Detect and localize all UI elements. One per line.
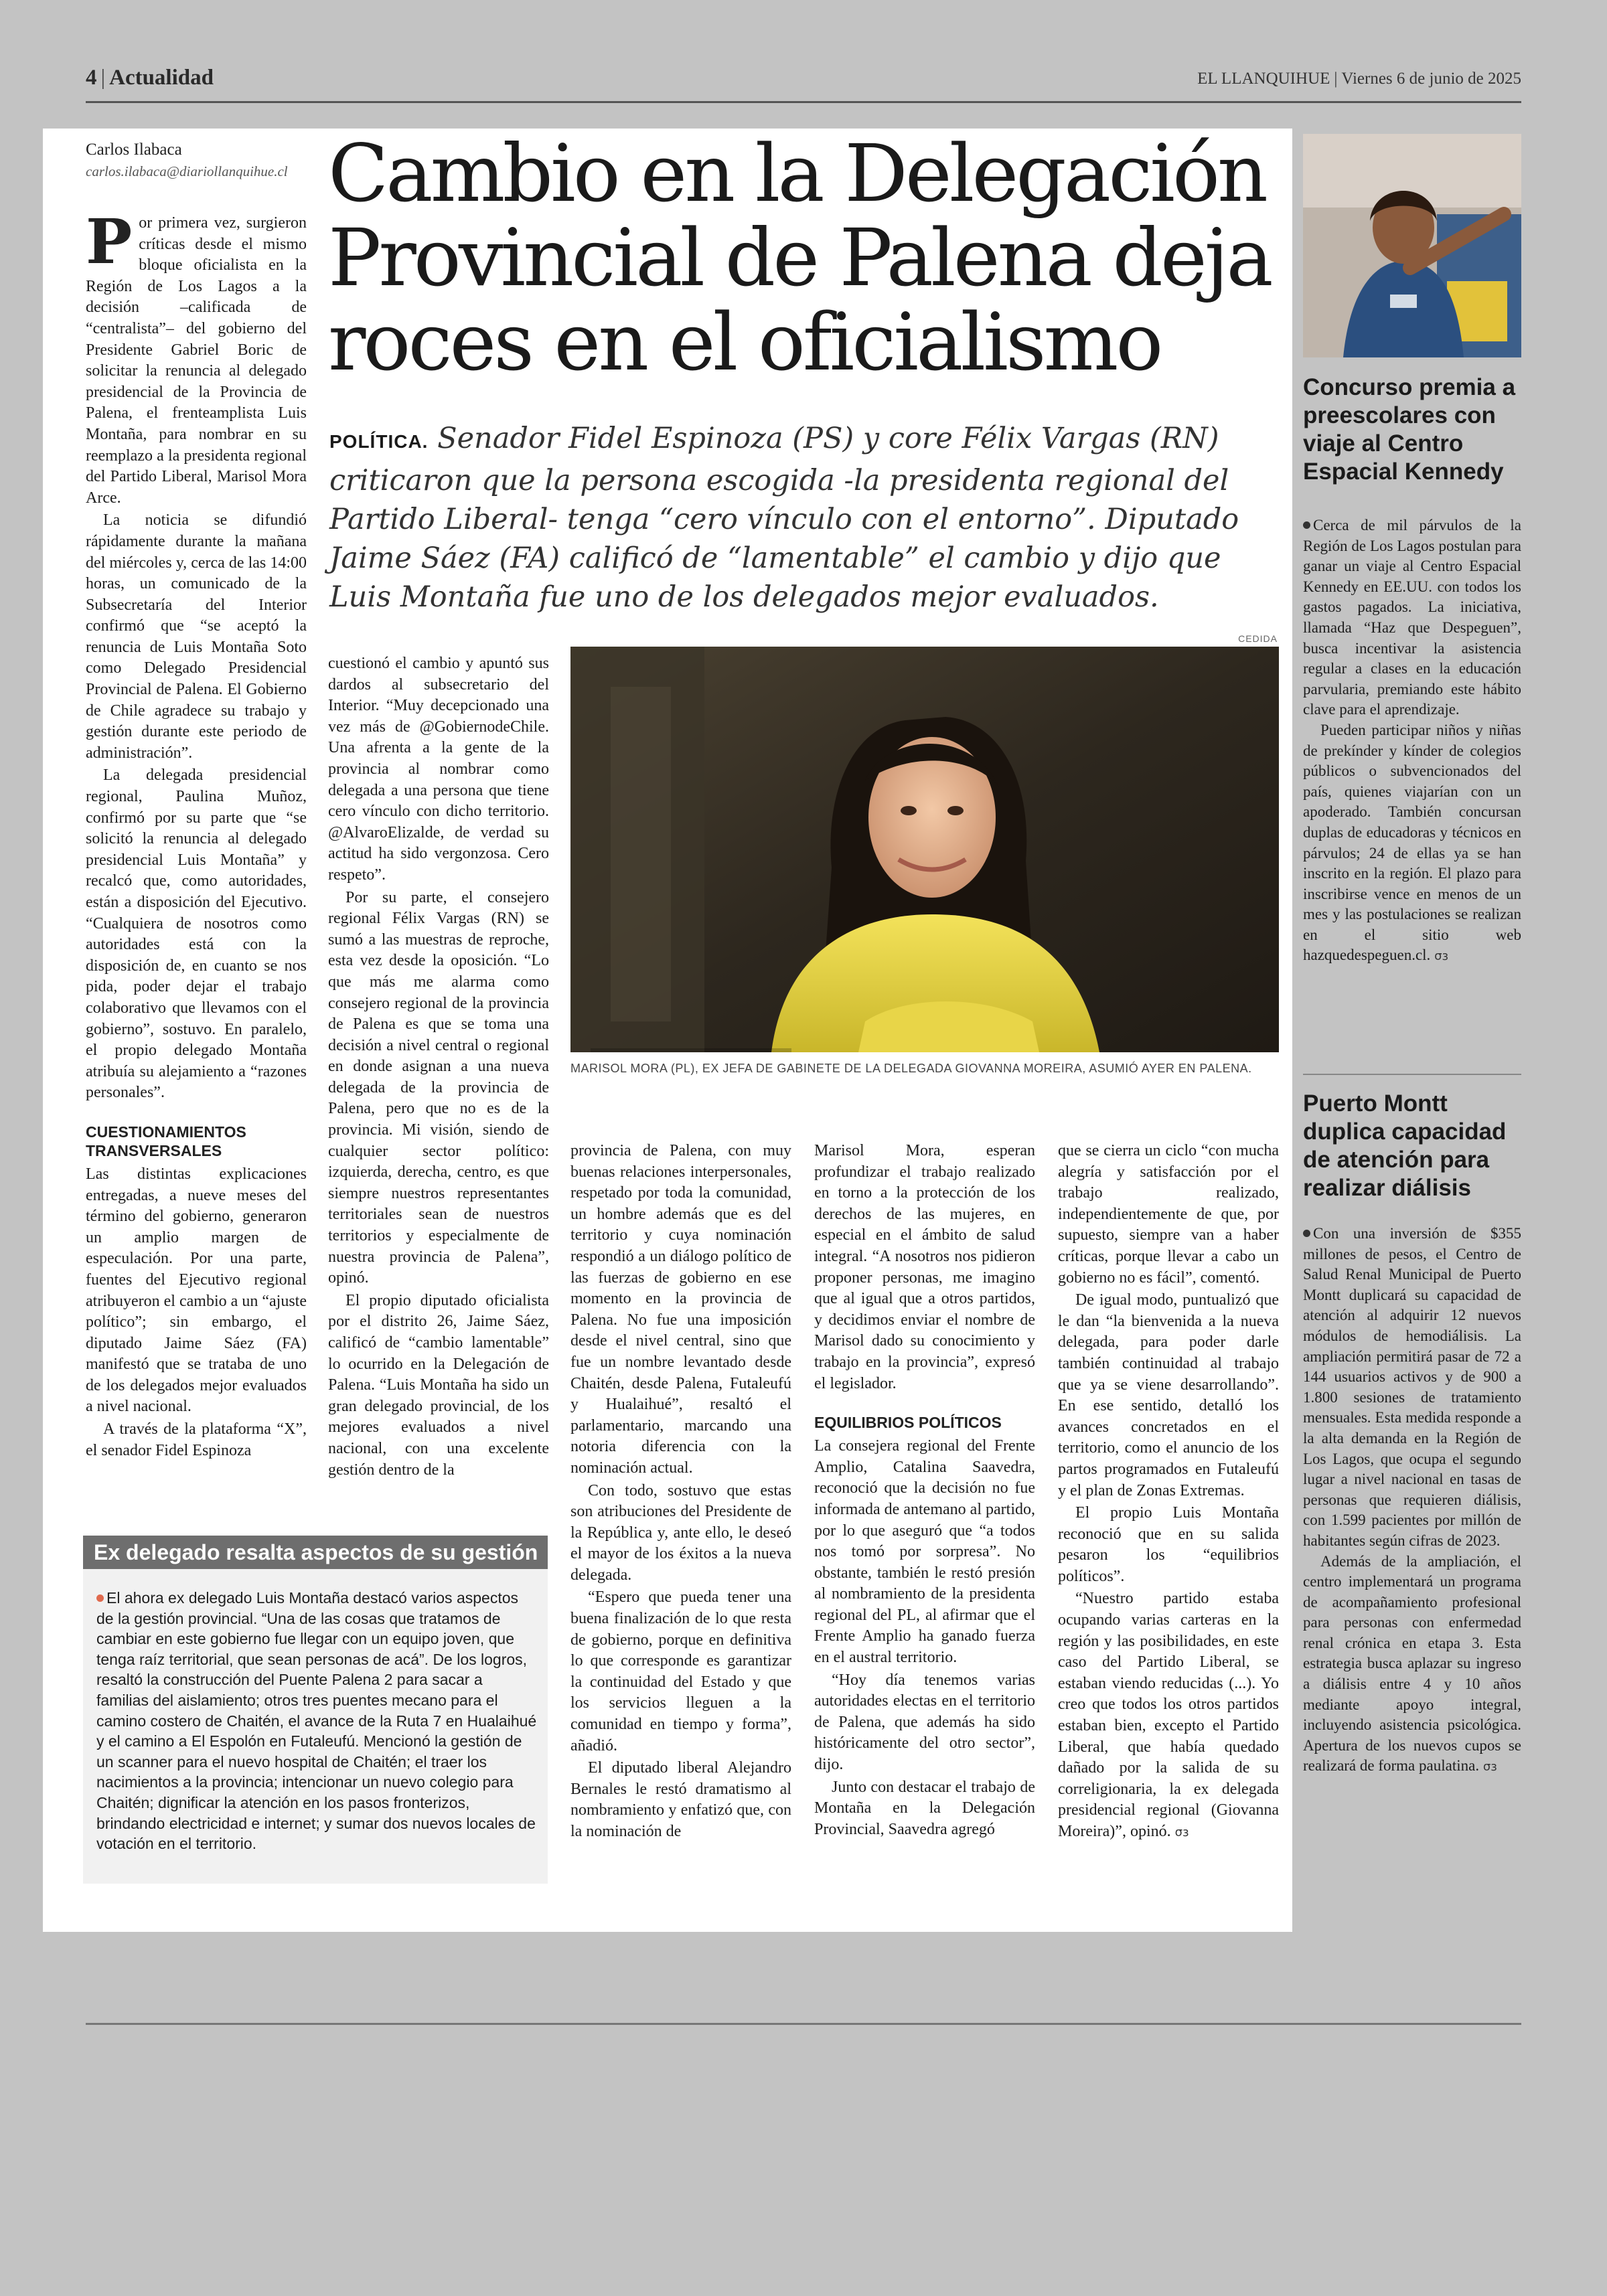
end-mark-icon: σз <box>1174 1825 1189 1839</box>
info-box-text: El ahora ex delegado Luis Montaña destacó varios aspectos de la gestión provincial. “Una de las cosas que tratamos de cambiar en este gobierno fue llegar con un equipo joven, que tenga raíz territorial, que sean personas de acá”. De los logros, resaltó la construcción del Puente Palena 2 para sacar a familias del aislamiento; otros tres puentes mecano para el camino costero de Chaitén, el avance de la Ruta 7 en Hualaihué y el camino a El Espolón en Futaleufú. Mencionó la gestión de un scanner para el nuevo hospital de Chaitén; el traer los nacimientos a la provincia; intencionar un nuevo colegio para Chaitén; dignificar la atención en los pasos fronterizos, brindando electricidad e internet; y sumar dos nuevos locales de votación en el territorio. <box>96 1589 537 1853</box>
paragraph: cuestionó el cambio y apuntó sus dardos al subsecretario del Interior. “Muy decepcionado una vez más de @GobiernodeChile. Una afrenta a la gente de la provincia al nombrar como delegada a una persona que tiene cero vínculo con dicho territorio. @AlvaroElizalde, de verdad su actitud ha sido vergonzosa. Cero respeto”. <box>328 655 549 884</box>
photo-credit: CEDIDA <box>1238 633 1278 644</box>
portrait-illustration <box>570 647 1279 1052</box>
paragraph: La delegada presidencial regional, Paulina Muñoz, confirmó por su parte que “se solicitó la renuncia al delegado presidencial Luis Montaña” y recalcó que, como autoridades, están a disposición del Ejecutivo. “Cualquiera de nosotros como autoridades está con la disposición de, en cuanto se nos pida, poder dejar el trabajo colaborativo que llevamos con el gobierno”, sostuvo. En paralelo, el propio delegado Montaña atribuía su alejamiento a “razones personales”. <box>86 766 307 1102</box>
byline <box>86 141 288 180</box>
end-mark-icon: σз <box>1434 949 1449 964</box>
page-number: 4 <box>86 66 97 90</box>
paragraph: “Hoy día tenemos varias autoridades electas en el territorio de Palena, que además ha sido históricamente del otro sector”, dijo. <box>814 1671 1035 1774</box>
author-email: carlos.ilabaca@diariollanquihue.cl <box>86 163 288 179</box>
header-divider: | <box>100 66 106 90</box>
brief-headline: Puerto Montt duplica capacidad de atención para realizar diálisis <box>1303 1090 1507 1201</box>
article-column-1 <box>86 206 307 1461</box>
brief-photo <box>1303 134 1521 357</box>
paragraph: que se cierra un ciclo “con mucha alegría y satisfacción por el trabajo realizado, independientemente de que, por supuesto, siempre van a haber críticas, porque llevar a cabo un gobierno no es fácil”, comentó. <box>1058 1142 1279 1287</box>
paragraph: Con todo, sostuvo que estas son atribuciones del Presidente de la República y, ante ello, le deseó el mayor de los éxitos a la nueva delegada. <box>570 1481 791 1584</box>
header-divider: | <box>1334 70 1338 88</box>
paragraph: Las distintas explicaciones entregadas, a nueve meses del término del gobierno, generaron un amplio margen de especulación. Por una parte, fuentes del Ejecutivo regional atribuyeron el cambio a un “ajuste político”; sin embargo, el diputado Jaime Sáez (FA) manifestó que se trataba de uno de los delegados mejor evaluados a nivel nacional. <box>86 1165 307 1416</box>
paragraph: Junto con destacar el trabajo de Montaña en la Delegación Provincial, Saavedra agregó <box>814 1778 1035 1838</box>
paragraph: Además de la ampliación, el centro implementará un programa de acompañamiento profesional para personas con enfermedad renal crónica en etapa 3. Esta estrategia busca aplazar su ingreso a diálisis entre 4 y 10 años mediante apoyo integral, incluyendo asistencia psicológica. Apertura de los nuevos cupos se realizará de forma paulatina. σз <box>1303 1552 1521 1775</box>
footer-rule <box>86 2023 1521 2025</box>
newspaper-name: EL LLANQUIHUE <box>1197 70 1330 88</box>
article-column-2 <box>328 653 549 1481</box>
section-name: Actualidad <box>109 66 214 90</box>
bullet-icon <box>96 1594 104 1602</box>
dek-text: Senador Fidel Espinoza (PS) y core Félix Vargas (RN) criticaron que la persona escogida -la presidenta regional del Partido Liberal- tenga “cero vínculo con el entorno”. Diputado Jaime Sáez (FA) calificó de “lamentable” el cambio y dijo que Luis Montaña fue uno de los delegados mejor evaluados. <box>329 422 1239 614</box>
subhead: CUESTIONAMIENTOS TRANSVERSALES <box>86 1123 246 1159</box>
paragraph: Pueden participar niños y niñas de prekínder y kínder de colegios públicos o subvencionados del país, quienes viajarían con un apoderado. También concursan duplas de educadoras y técnicos en párvulos; 24 de ellas ya se han inscrito en la región. El plazo para inscribirse vence en menos de un mes y las postulaciones se realizan en el sitio web hazquedespeguen.cl. σз <box>1303 721 1521 964</box>
child-photo-illustration <box>1303 134 1521 357</box>
paragraph: La consejera regional del Frente Amplio, Catalina Saavedra, reconoció que la decisión no fue informada de antemano al partido, por lo que aseguró que “a todos nos tomó por sorpresa”. No obstante, también le restó presión al nombramiento de la presidenta regional del PL, al afirmar que el Frente Amplio ha ganado fuerza en el austral territorio. <box>814 1437 1035 1667</box>
headline: Cambio en la Delegación Provincial de Palena deja roces en el oficialismo <box>328 127 1271 388</box>
paragraph: Por primera vez, surgieron críticas desde el mismo bloque oficialista en la Región de Los Lagos a la decisión –calificada de “centralista”– del gobierno del Presidente Gabriel Boric de solicitar la renuncia al delegado presidencial de la Provincia de Palena, el frenteamplista Luis Montaña, para nombrar en su reemplazo a la presidenta regional del Partido Liberal, Marisol Mora Arce. <box>86 206 307 507</box>
article-column-4 <box>814 1141 1035 1840</box>
author-name: Carlos Ilabaca <box>86 141 182 159</box>
portrait-photo <box>570 647 1279 1052</box>
paragraph: Por su parte, el consejero regional Félix Vargas (RN) se sumó a las muestras de reproche, esta vez desde la oposición. “Lo que más me alarma como consejero regional de la provincia de Palena es que se toma una decisión a nivel central o regional en donde asignan a una nueva delegada de la provincia de Palena, pero que no es de la provincia. Mi visión, siendo de cualquier sector político: izquierda, derecha, centro, es que siempre nuestros representantes territoriales sean de nuestros territorios y especialmente de nuestra provincia de Palena”, opinó. <box>328 888 549 1287</box>
paragraph: El propio Luis Montaña reconoció que en su salida pesaron los “equilibrios políticos”. <box>1058 1504 1279 1585</box>
drop-cap: P <box>86 206 133 278</box>
brief-body <box>1303 515 1521 967</box>
dek <box>329 419 1253 617</box>
paragraph: La noticia se difundió rápidamente durante la mañana del miércoles y, cerca de las 14:00 horas, un comunicado de la Subsecretaría del Interior confirmó que “se aceptó la renuncia de Luis Montaña Soto como Delegado Presidencial Provincial de Palena. El Gobierno de Chile agradece su trabajo y gestión durante este periodo de administración”. <box>86 511 307 762</box>
brief-body <box>1303 1224 1521 1778</box>
bullet-icon <box>1303 1230 1310 1237</box>
bullet-icon <box>1303 521 1310 529</box>
paragraph: De igual modo, puntualizó que le dan “la bienvenida a la nueva delegada, para poder darle también continuidad al trabajo que ya se viene desarrollando”. En ese sentido, detalló los avances concretados en el territorio, como el anuncio de los partos programados en Futaleufú y el plan de Zonas Extremas. <box>1058 1291 1279 1499</box>
paragraph: “Espero que pueda tener una buena finalización de lo que resta de gobierno, porque en definitiva lo que corresponde es garantizar la continuidad del Estado y que los servicios lleguen a la comunidad en tiempo y forma”, añadió. <box>570 1588 791 1754</box>
info-box <box>83 1536 548 1884</box>
publication-date: Viernes 6 de junio de 2025 <box>1341 70 1521 88</box>
kicker: POLÍTICA. <box>329 431 429 452</box>
publication-info <box>1197 70 1521 88</box>
photo-caption: MARISOL MORA (PL), EX JEFA DE GABINETE DE LA DELEGADA GIOVANNA MOREIRA, ASUMIÓ AYER EN PALENA. <box>570 1062 1252 1075</box>
paragraph: Cerca de mil párvulos de la Región de Los Lagos postulan para ganar un viaje al Centro Espacial Kennedy en EE.UU. con todos los gastos pagados. La iniciativa, llamada “Haz que Despeguen”, busca incentivar la asistencia regular a clases en la educación parvularia, premiando este hábito clave para el aprendizaje. <box>1303 517 1521 718</box>
info-box-title: Ex delegado resalta aspectos de su gestión <box>83 1536 548 1569</box>
paragraph: A través de la plataforma “X”, el senador Fidel Espinoza <box>86 1420 307 1459</box>
paragraph: Con una inversión de $355 millones de pesos, el Centro de Salud Renal Municipal de Puerto Montt duplicará su capacidad de atención al adquirir 12 nuevos módulos de hemodiálisis. La ampliación permitirá pasar de 72 a 144 usuarios activos y de 900 a 1.800 sesiones de tratamiento mensuales. Esta medida responde a la alta demanda en la Región de Los Lagos, que ocupa el segundo lugar a nivel nacional en tasas de personas que requieren diálisis, con 1.599 pacientes por millón de habitantes según cifras de 2023. <box>1303 1225 1521 1549</box>
article-column-3 <box>570 1141 791 1843</box>
article-column-5 <box>1058 1141 1279 1843</box>
end-mark-icon: σз <box>1482 1760 1497 1775</box>
paragraph: El propio diputado oficialista por el distrito 26, Jaime Sáez, calificó de “cambio lamentable” lo ocurrido en la Delegación de Palena. “Luis Montaña ha sido un gran delegado provincial, de los mejores evaluados a nivel nacional, con una excelente gestión dentro de la <box>328 1291 549 1479</box>
brief-headline: Concurso premia a preescolares con viaje al Centro Espacial Kennedy <box>1303 374 1516 485</box>
paragraph: Marisol Mora, esperan profundizar el trabajo realizado en torno a la protección de los derechos de las mujeres, en especial en el ámbito de salud integral. “A nosotros nos pidieron proponer personas, me imagino que al igual que a otros partidos, y decidimos enviar el nombre de Marisol dado su conocimiento y trabajo en la provincia”, expresó el legislador. <box>814 1142 1035 1392</box>
paragraph: “Nuestro partido estaba ocupando varias carteras en la región y las posibilidades, en este caso del Partido Liberal, se estaban viendo reducidas (...). Yo creo que todos los otros partidos estaban bien, excepto el Partido Liberal, que había quedado dañado por la salida de su correligionaria, la ex delegada presidencial regional (Giovanna Moreira)”, opinó. σз <box>1058 1590 1279 1840</box>
brief-divider <box>1303 1074 1521 1075</box>
paragraph: provincia de Palena, con muy buenas relaciones interpersonales, respetado por toda la comunidad, un hombre además que es del territorio y cuya nominación respondió a un diálogo político de las fuerzas de gobierno en ese momento en la provincia de Palena. No fue una imposición desde el nivel central, sino que fue un nombre levantado desde Chaitén, desde Palena, Futaleufú y Hualaihué”, resaltó el parlamentario, marcando una notoria diferencia con la nominación actual. <box>570 1142 791 1477</box>
section-header <box>86 66 214 90</box>
subhead: EQUILIBRIOS POLÍTICOS <box>814 1414 1002 1432</box>
paragraph: El diputado liberal Alejandro Bernales le restó dramatismo al nombramiento y enfatizó que, con la nominación de <box>570 1759 791 1840</box>
header-rule <box>86 101 1521 103</box>
